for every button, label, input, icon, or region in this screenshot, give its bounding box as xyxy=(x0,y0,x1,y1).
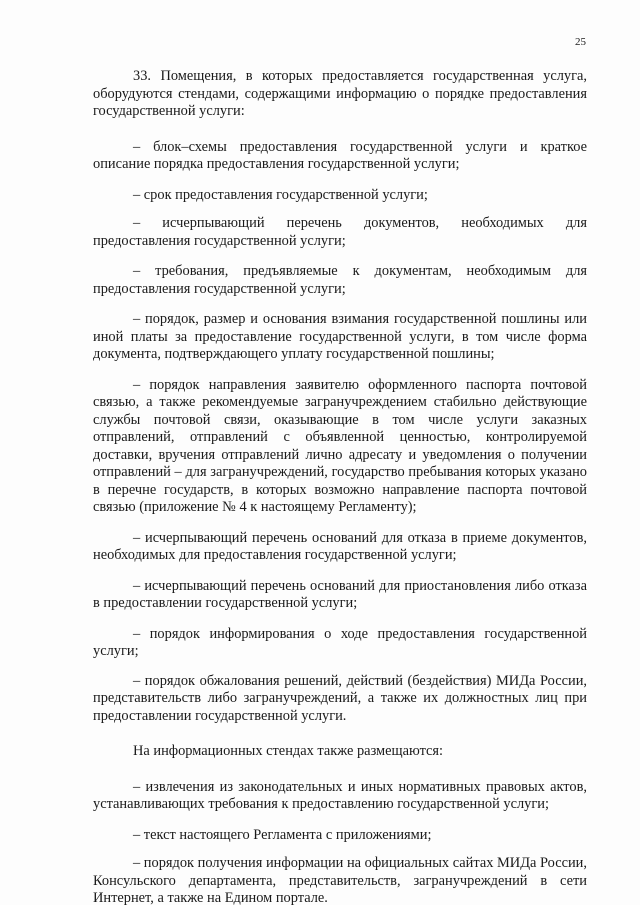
list-item-state-fee: – порядок, размер и основания взимания государственной пошлины или иной платы за предоставление государственной услуги, в том числе форма документа, подтверждающего уплату государственной пошлины; xyxy=(93,311,587,362)
list-item-appeal-procedure: – порядок обжалования решений, действий (бездействия) МИДа России, представительств либо загранучреждений, а также их должностных лиц при предоставлении государственной услуги. xyxy=(93,672,587,724)
page-number: 25 xyxy=(575,36,586,48)
list-item-regulation-text: – текст настоящего Регламента с приложениями; xyxy=(133,826,432,843)
list-item-service-term: – срок предоставления государственной услуги; xyxy=(133,186,428,203)
list-item-documents-list: – исчерпывающий перечень документов, необходимых для предоставления государственной услуги; xyxy=(93,215,587,249)
document-body xyxy=(93,68,587,921)
list-item-refusal-grounds: – исчерпывающий перечень оснований для отказа в приеме документов, необходимых для предоставления государственной услуги; xyxy=(93,529,587,563)
list-item-flowcharts: – блок–схемы предоставления государственной услуги и краткое описание порядка предоставления государственной услуги; xyxy=(93,138,587,172)
list-item-progress-info: – порядок информирования о ходе предоставления государственной услуги; xyxy=(93,625,587,659)
list-item-official-sites: – порядок получения информации на официальных сайтах МИДа России, Консульского департамента, представительств, загранучреждений в сети Интернет, а также на Едином портале. xyxy=(93,855,587,906)
list-item-document-requirements: – требования, предъявляемые к документам, необходимым для предоставления государственной услуги; xyxy=(93,263,587,297)
paragraph-33-intro: 33. Помещения, в которых предоставляется государственная услуга, оборудуются стендами, содержащими информацию о порядке предоставления государственной услуги: xyxy=(93,68,587,119)
list-item-suspension-grounds: – исчерпывающий перечень оснований для приостановления либо отказа в предоставлении государственной услуги; xyxy=(93,577,587,611)
stands-intro: На информационных стендах также размещаются: xyxy=(133,743,444,759)
list-item-postal-delivery: – порядок направления заявителю оформленного паспорта почтовой связью, а также рекомендуемые загранучреждением стабильно действующие службы почтовой связи, оказывающие в том числе услуги заказных отправлений, отправлений с объявленной ценностью, контролируемой доставки, вручения отправлений лично адресату и уведомления о получении отправлений – для загранучреждений, государство пребывания которых указано в перечне государств, в которых возможно направление паспорта почтовой связью (приложение № 4 к настоящему Регламенту); xyxy=(93,376,587,515)
list-item-legal-extracts: – извлечения из законодательных и иных нормативных правовых актов, устанавливающих требования к предоставлению государственной услуги; xyxy=(93,778,587,812)
